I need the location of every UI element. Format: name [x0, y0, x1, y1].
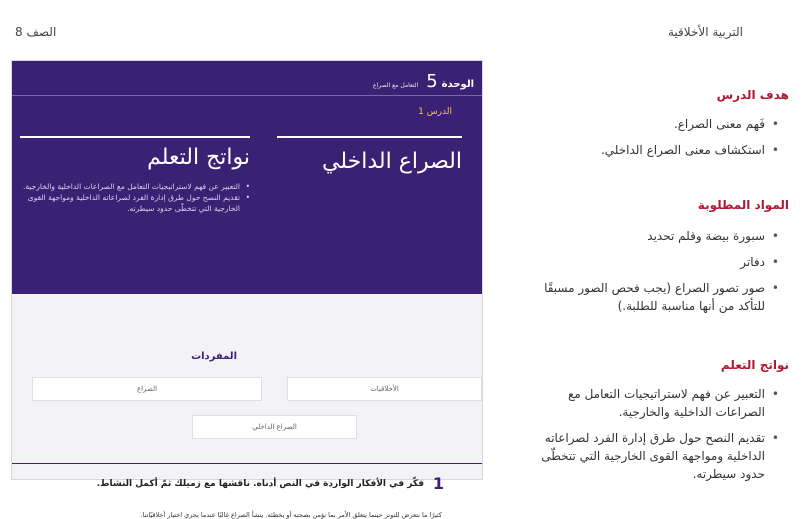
page-outcomes-title: نواتج التعلم: [147, 145, 250, 170]
outcomes-title-rule: [20, 136, 250, 138]
outcomes-title: نواتج التعلم: [720, 358, 789, 372]
lesson-tag: الدرس 1: [418, 107, 452, 117]
outcomes-list: [517, 385, 779, 491]
unit-divider: [12, 95, 482, 96]
list-item: • استكشاف معنى الصراع الداخلي.: [517, 141, 779, 159]
list-item: • صور تصور الصراع (يجب فحص الصور مسبقًا للتأكد من أنها مناسبة للطلبة.): [517, 279, 779, 315]
unit-title: التعامل مع الصراع: [372, 82, 419, 89]
subject-title: التربية الأخلاقية: [668, 25, 743, 39]
list-item: • دفاتر: [517, 253, 779, 271]
materials-list: [517, 227, 779, 323]
activity-text: كثيرًا ما نتعرض للتوتر حينما يتعلق الأمر بما نؤمن بصحته أو بخطئه. ينشأ الصراع غالبًا عندما يجري اختبار أخلاقيّاتنا.: [140, 511, 442, 519]
list-item: • التعبير عن فهم لاستراتيجيات التعامل مع الصراعات الداخلية والخارجية.: [517, 385, 779, 421]
lesson-title-rule: [277, 136, 462, 138]
activity-number: 1: [432, 474, 444, 493]
goals-list: [517, 115, 779, 167]
lesson-title: الصراع الداخلي: [322, 149, 462, 174]
list-item: • تقديم النصح حول طرق إدارة الفرد لصراعاته الداخلية ومواجهة القوى الخارجية التي تتخطّى حدود سيطرته.: [517, 429, 779, 483]
page-outcomes-list: [0, 181, 250, 214]
vocab-chip: الصراع: [32, 377, 262, 401]
list-item: • تقديم النصح حول طرق إدارة الفرد لصراعاته الداخلية ومواجهة القوى الخارجية التي تتخطّى حدود سيطرته.: [0, 192, 250, 214]
vocab-chip: الأخلاقيات: [287, 377, 482, 401]
goal-title: هدف الدرس: [716, 88, 789, 102]
vocab-chip: الصراع الداخلي: [192, 415, 357, 439]
unit-bar: [373, 71, 474, 92]
unit-number: 5: [426, 71, 438, 92]
materials-title: المواد المطلوبة: [697, 198, 789, 212]
textbook-page-image: [11, 60, 483, 519]
list-item: • فَهم معنى الصراع.: [517, 115, 779, 133]
vocab-label: المفردات: [191, 351, 237, 362]
activity-instruction: فكّر في الأفكار الواردة في النص أدناه. ناقشها مع زميلك ثمّ أكمل النشاط.: [96, 479, 424, 489]
grade-label: الصف 8: [15, 25, 57, 39]
teacher-notes-column: [501, 0, 801, 481]
unit-word: الوحدة: [441, 79, 474, 90]
list-item: • سبورة بيضة وقلم تحديد: [517, 227, 779, 245]
list-item: • التعبير عن فهم لاستراتيجيات التعامل مع الصراعات الداخلية والخارجية.: [0, 181, 250, 192]
activity-divider: [12, 463, 482, 464]
